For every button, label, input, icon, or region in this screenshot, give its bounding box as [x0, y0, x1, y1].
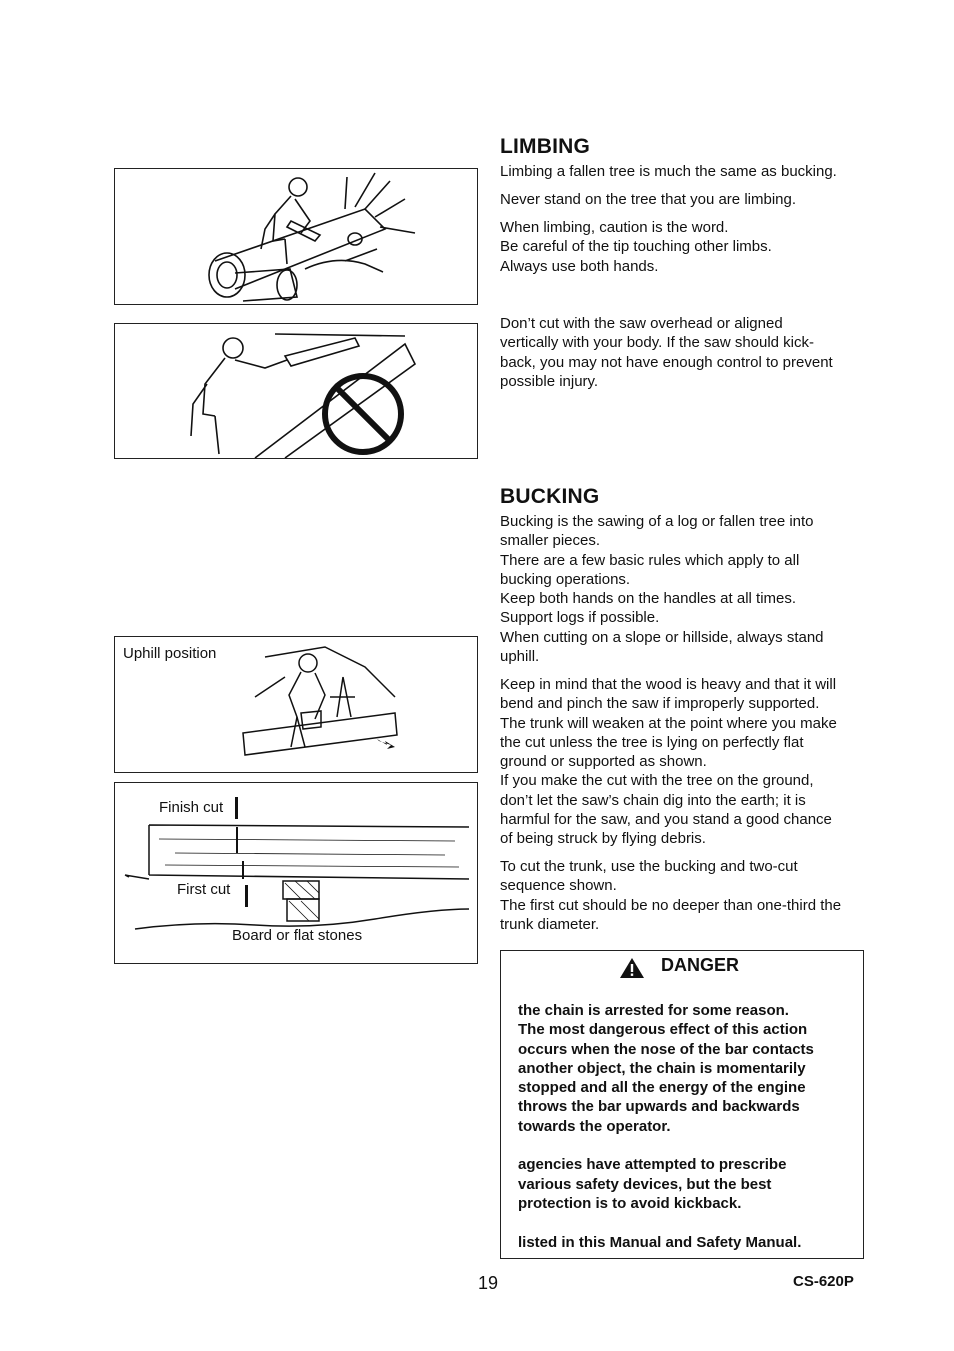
danger-box	[500, 950, 864, 1259]
text-line: There are a few basic rules which apply to all	[500, 551, 800, 569]
text-line: Keep in mind that the wood is heavy and that it will	[500, 676, 837, 693]
overhead-cut-prohibited-illustration	[114, 323, 478, 459]
text-line: The most dangerous effect of this action	[518, 1021, 808, 1039]
text-line: agencies have attempted to prescribe	[518, 1156, 787, 1174]
text-line: various safety devices, but the best	[518, 1175, 772, 1193]
prohibition-icon	[325, 376, 401, 452]
text-line: When limbing, caution is the word.	[500, 219, 729, 236]
uphill-position-illustration	[114, 636, 478, 773]
text-line: harmful for the saw, and you stand a good chance	[500, 811, 832, 829]
spacer	[518, 1136, 848, 1155]
finish-cut-label: Finish cut	[159, 799, 224, 816]
cut-sequence-drawing	[115, 783, 478, 964]
text-line: ground or supported as shown.	[500, 753, 707, 771]
limbing-drawing	[115, 169, 478, 305]
text-line: Support logs if possible.	[500, 609, 660, 627]
spacer	[518, 1213, 848, 1232]
overhead-cut-drawing	[115, 324, 478, 459]
first-cut-label: First cut	[177, 881, 231, 898]
text-line: Keep both hands on the handles at all times.	[500, 590, 797, 608]
text-line: The trunk will weaken at the point where you make	[500, 714, 837, 732]
text-line: trunk diameter.	[500, 915, 600, 933]
limbing-para-3	[500, 218, 870, 276]
text-line: uphill.	[500, 648, 540, 666]
text-line: possible injury.	[500, 372, 599, 390]
text-line: Always use both hands.	[500, 257, 659, 275]
board-label: Board or flat stones	[232, 927, 363, 944]
text-line: The first cut should be no deeper than one-third the	[500, 896, 842, 914]
warning-triangle-icon	[619, 957, 645, 979]
cut-sequence-illustration	[114, 782, 478, 964]
bucking-heading: BUCKING	[500, 485, 600, 508]
model-name: CS-620P	[793, 1273, 854, 1290]
danger-body	[518, 1001, 848, 1252]
text-line: bucking operations.	[500, 570, 631, 588]
limbing-illustration	[114, 168, 478, 305]
danger-title: DANGER	[661, 955, 740, 975]
text-line: smaller pieces.	[500, 532, 601, 550]
text-line: Be careful of the tip touching other limbs.	[500, 238, 772, 256]
bucking-para-2	[500, 675, 870, 849]
text-line: If you make the cut with the tree on the ground,	[500, 772, 814, 790]
page-number: 19	[478, 1273, 499, 1293]
text-line: another object, the chain is momentarily	[518, 1059, 806, 1077]
text-line: don’t let the saw’s chain dig into the earth; it is	[500, 791, 806, 809]
uphill-drawing	[115, 637, 478, 773]
text-line: protection is to avoid kickback.	[518, 1194, 742, 1212]
text-line: throws the bar upwards and backwards	[518, 1098, 800, 1116]
downhill-arrow-icon	[377, 739, 395, 749]
text-line: bend and pinch the saw if improperly supported.	[500, 695, 820, 713]
limbing-para-1: Limbing a fallen tree is much the same as bucking.	[500, 163, 837, 180]
limbing-heading: LIMBING	[500, 135, 591, 158]
text-line: vertically with your body. If the saw should kick-	[500, 334, 815, 352]
text-line: Bucking is the sawing of a log or fallen tree into	[500, 513, 814, 530]
bucking-para-1	[500, 512, 870, 666]
text-line: occurs when the nose of the bar contacts	[518, 1040, 814, 1058]
text-line: sequence shown.	[500, 877, 617, 895]
limbing-para-2: Never stand on the tree that you are limbing.	[500, 191, 797, 208]
text-line: back, you may not have enough control to prevent	[500, 353, 833, 371]
text-line: listed in this Manual and Safety Manual.	[518, 1233, 802, 1251]
text-line: To cut the trunk, use the bucking and two-cut	[500, 858, 798, 875]
text-line: the cut unless the tree is lying on perfectly flat	[500, 733, 804, 751]
uphill-position-label: Uphill position	[123, 645, 217, 662]
text-line: towards the operator.	[518, 1117, 671, 1135]
limbing-para-4	[500, 314, 870, 391]
text-line: Don’t cut with the saw overhead or aligned	[500, 315, 783, 332]
text-line: of being struck by flying debris.	[500, 830, 706, 848]
text-line: stopped and all the energy of the engine	[518, 1079, 806, 1097]
text-line: the chain is arrested for some reason.	[518, 1002, 789, 1019]
text-line: When cutting on a slope or hillside, always stand	[500, 628, 824, 646]
bucking-para-3	[500, 857, 870, 934]
